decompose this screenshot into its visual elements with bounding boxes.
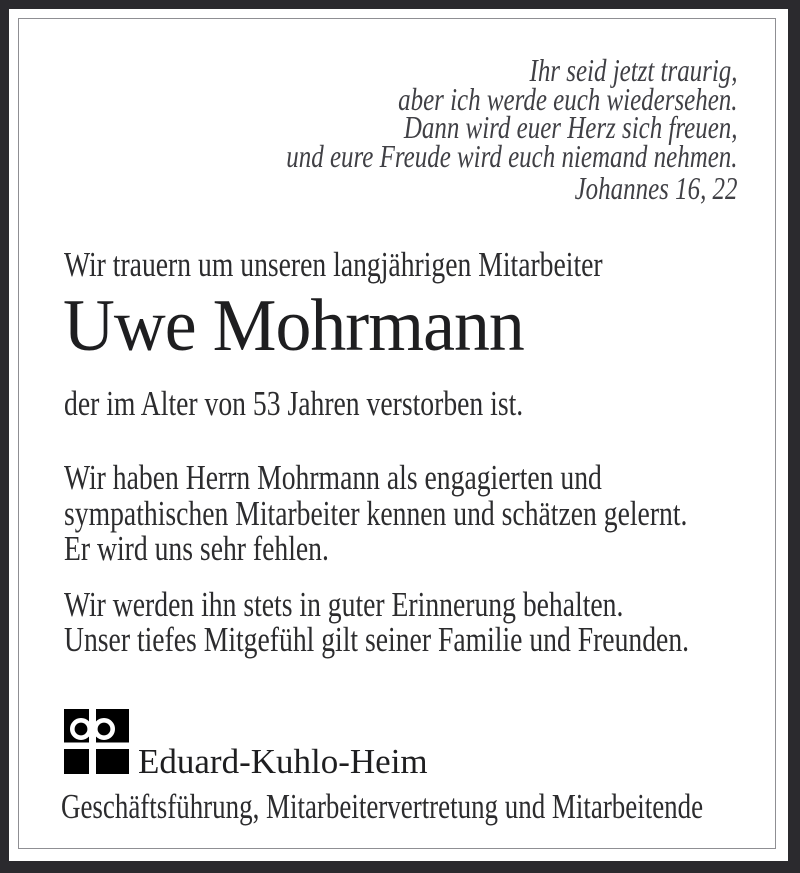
quote-line: und eure Freude wird euch niemand nehmen. [286,137,738,174]
paragraph-line: Er wird uns sehr fehlen. [64,529,329,568]
quote-line: Ihr seid jetzt traurig, [529,52,738,88]
crown-cross-icon [64,709,129,774]
deceased-name-headline: Uwe Mohrmann [63,285,524,367]
quote-line: aber ich werde euch wiedersehen. [398,80,738,117]
tribute-paragraph [64,460,687,567]
intro-line: Wir trauern um unseren langjährigen Mitarbeiter [64,245,603,284]
quote-source: Johannes 16, 22 [575,170,738,206]
quote-line: Dann wird euer Herz sich freuen, [404,109,738,145]
paragraph-line: Unser tiefes Mitgefühl gilt seiner Familie und Freunden. [64,620,690,659]
paragraph-line: Wir werden ihn stets in guter Erinnerung behalten. [64,585,624,624]
organization-name: Eduard-Kuhlo-Heim [138,742,428,781]
bible-quote [286,52,738,206]
signature-line: Geschäftsführung, Mitarbeitervertretung und Mitarbeitende [61,787,704,826]
condolence-paragraph [64,587,689,657]
paragraph-line: sympathischen Mitarbeiter kennen und schätzen gelernt. [64,493,688,533]
age-subline: der im Alter von 53 Jahren verstorben ist. [64,384,524,423]
paragraph-line: Wir haben Herrn Mohrmann als engagierten und [64,458,602,497]
